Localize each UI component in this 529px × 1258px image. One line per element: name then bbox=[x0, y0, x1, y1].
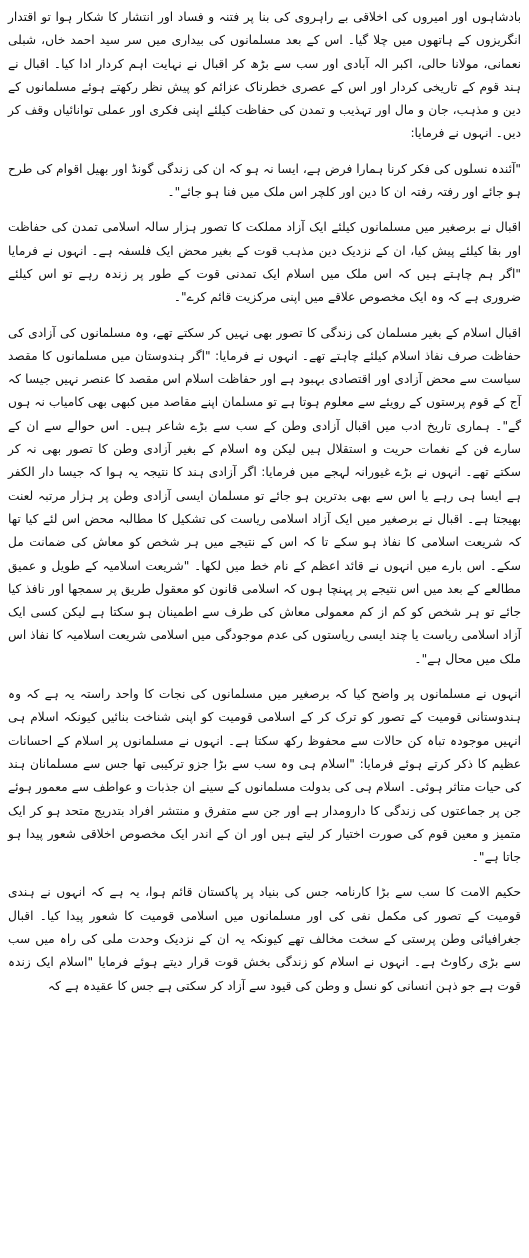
article-paragraph: حکیم الامت کا سب سے بڑا کارنامہ جس کی بنیاد پر پاکستان قائم ہوا، یہ ہے کہ انہوں نے ہندی قومیت کے تصور کی مکمل نفی کی اور مسلمانوں میں اسلامی قومیت کا شعور پیدا کیا۔ اقبال جغرافیائی وطن پرستی کے سخت مخالف تھے کیونکہ یہ ان کے نزدیک وحدت ملی کی راہ میں سب سے بڑی رکاوٹ ہے۔ انہوں نے اسلام کو زندگی بخش قوت قرار دیتے ہوئے فرمایا "اسلام ایک زندہ قوت ہے جو ذہن انسانی کو نسل و وطن کی قیود سے آزاد کر سکتی ہے جس کا عقیدہ ہے کہ bbox=[8, 885, 521, 993]
article-paragraph: اقبال اسلام کے بغیر مسلمان کی زندگی کا تصور بھی نہیں کر سکتے تھے، وہ مسلمانوں کی آزادی کی حفاظت صرف نفاذ اسلام کیلئے چاہتے تھے۔ انہوں نے فرمایا: "اگر ہندوستان میں مسلمانوں کا مقصد سیاست سے محض آزادی اور اقتصادی بہبود ہے اور حفاظت اسلام اس مقصد کا عنصر نہیں جیسا کہ آج کے قوم پرستوں کے رویئے سے معلوم ہوتا ہے تو مسلمان اپنے مقاصد میں کبھی بھی کامیاب نہ ہوں گے"۔ ہماری تاریخ ادب میں اقبال آزادی وطن کے سب سے بڑے شاعر ہیں۔ اس حوالے سے ان کے سارے فن کے نغمات حریت و استقلال ہیں لیکن وہ اسلام کے بغیر آزادی وطن کا تصور بھی نہ کر سکتے تھے۔ انہوں نے بڑے غیورانہ لہجے میں فرمایا: اگر آزادی ہند کا نتیجہ یہ ہوا کہ جیسا دار الکفر ہے ایسا ہی رہے یا اس سے بھی بدترین ہو جائے تو مسلمان ایسی آزادی وطن پر ہزار مرتبہ لعنت بھیجتا ہے۔ اقبال نے برصغیر میں ایک آزاد اسلامی ریاست کی تشکیل کا مطالبہ محض اس لئے کیا تھا کہ شریعت اسلامی کا نفاذ ہو سکے تا کہ اس کے نتیجے میں ہر شخص کو معاش کی ضمانت مل سکے۔ اس بارے میں انہوں نے قائد اعظم کے نام خط میں لکھا۔ "شریعت اسلامیہ کے طویل و عمیق مطالعے کے بعد میں اس نتیجے پر پہنچا ہوں کہ اسلامی قانون کو معقول طریق پر سمجھا اور نافذ کیا جائے تو ہر شخص کو کم از کم معمولی معاش کی طرف سے اطمینان ہو سکتا ہے لیکن کسی ایک آزاد اسلامی ریاست یا چند ایسی ریاستوں کی عدم موجودگی میں اسلامی شریعت اسلامیہ کا نفاذ اس ملک میں محال ہے"۔ bbox=[8, 325, 521, 666]
article-paragraph: اقبال نے برصغیر میں مسلمانوں کیلئے ایک آزاد مملکت کا تصور ہزار سالہ اسلامی تمدن کی حفاظت اور بقا کیلئے پیش کیا، ان کے نزدیک دین مذہب قوت کے بغیر محض ایک فلسفہ ہے۔ انہوں نے فرمایا "اگر ہم چاہتے ہیں کہ اس ملک میں اسلام ایک تمدنی قوت کے طور پر زندہ رہے تو اس کیلئے ضروری ہے کہ وہ ایک مخصوص علاقے میں اپنی مرکزیت قائم کرے"۔ bbox=[8, 220, 521, 305]
article-paragraph: بادشاہوں اور امیروں کی اخلاقی بے راہروی کی بنا پر فتنہ و فساد اور انتشار کا شکار ہوا تو اقتدار انگریزوں کے ہاتھوں میں چلا گیا۔ اس کے بعد مسلمانوں کی بیداری میں سر سید احمد خاں، شبلی نعمانی، مولانا حالی، اکبر الہ آبادی اور سب سے بڑھ کر اقبال نے نہایت اہم کردار ادا کیا۔ اقبال نے ہند قوم کے تاریخی کردار اور اس کے عصری خطرناک عزائم کو پیش نظر رکھتے ہوئے مسلمانوں کے دین و مذہب، جان و مال اور تہذیب و تمدن کی حفاظت کیلئے اپنی فکری اور عملی توانائیاں وقف کر دیں۔ انہوں نے فرمایا: bbox=[8, 10, 521, 141]
article-quote: "آئندہ نسلوں کی فکر کرنا ہمارا فرض ہے، ایسا نہ ہو کہ ان کی زندگی گونڈ اور بھیل اقوام کی طرح ہو جائے اور رفتہ رفتہ ان کا دین اور کلچر اس ملک میں فنا ہو جائے"۔ bbox=[8, 161, 521, 200]
article-paragraph: انہوں نے مسلمانوں پر واضح کیا کہ برصغیر میں مسلمانوں کی نجات کا واحد راستہ یہ ہے کہ وہ ہندوستانی قومیت کے تصور کو ترک کر کے اسلامی قومیت کو اپنی شناخت بنائیں کیونکہ اسلام ہی انہیں موجودہ تباہ کن حالات سے محفوظ رکھ سکتا ہے۔ انہوں نے مسلمانوں پر اسلام کے احسانات عظیم کا ذکر کرتے ہوئے فرمایا: "اسلام ہی وہ سب سے بڑا جزو ترکیبی تھا جس سے مسلمانان ہند کی حیات متاثر ہوئی۔ اسلام ہی کی بدولت مسلمانوں کے سینے ان جذبات و عواطف سے معمور ہوئے جن پر جماعتوں کی زندگی کا دارومدار ہے اور جن سے متفرق و منتشر افراد بتدریج متحد ہو کر ایک متمیز و معین قوم کی صورت اختیار کر لیتے ہیں اور ان کے اندر ایک مخصوص اخلاقی شعور پیدا ہو جاتا ہے"۔ bbox=[8, 687, 521, 865]
